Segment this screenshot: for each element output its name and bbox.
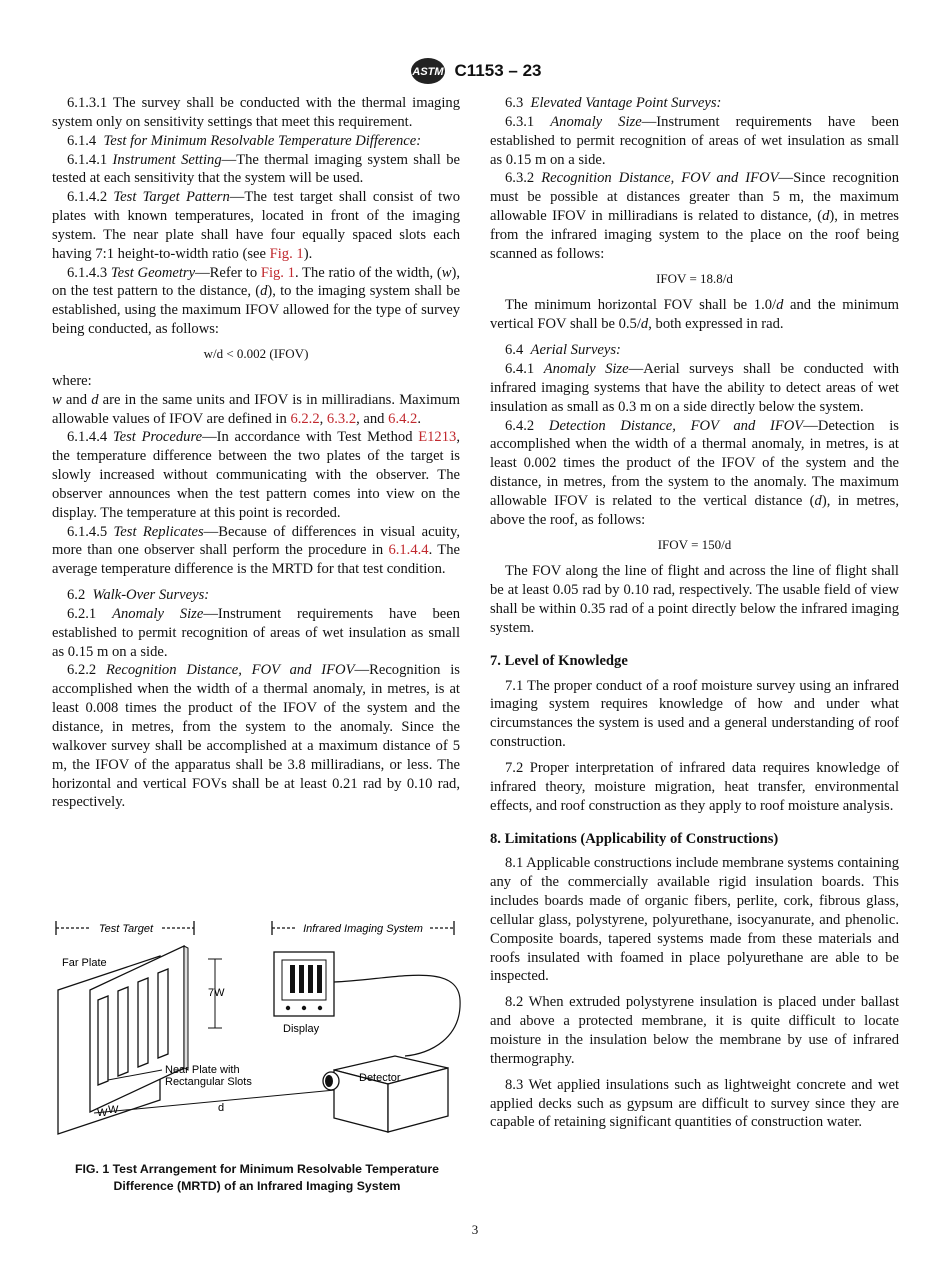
para-6-3-1: 6.3.1 Anomaly Size—Instrument requirements have been established to permit recognition of areas of wet insulation as small as 0.15 m on a side. [490, 113, 899, 168]
left-column [52, 94, 460, 812]
page-number: 3 [471, 1222, 479, 1237]
para-8-3: 8.3 Wet applied insulations such as lightweight concrete and wet applied decks such as gypsum are difficult to survey since they are capable of retaining significant quantities of construction water. [490, 1076, 899, 1131]
para-8-1: 8.1 Applicable constructions include membrane systems containing any of the commercially available rigid insulation boards. This includes boards made of organic fibers, perlite, cork, fibrous glass, cellular glass, polystyrene, polyurethane, isocyanurate, and phenolic. Composite boards, tapered systems made from these materials and roofs insulated with foamed in place polyurethane are able to be inspected. [490, 855, 899, 985]
detector-label: Detector [359, 1072, 401, 1084]
fig-1-link[interactable]: Fig. 1 [269, 245, 304, 262]
heading-6-3: 6.3 Elevated Vantage Point Surveys: [505, 95, 722, 111]
slot [138, 978, 148, 1067]
where-label: where: [52, 372, 92, 389]
para-fov-aerial: The FOV along the line of flight and across the line of flight shall be at least 0.05 rad by 0.10 rad, respectively. The usable field of view shall be within 0.35 rad of a point directly below the infrared imaging system. [490, 563, 899, 636]
para-6-1-4-2: 6.1.4.2 Test Target Pattern—The test target shall consist of two plates with known temperatures, located in front of the imaging system. The near plate shall have four equally spaced slots each having 7:1 height-to-width ratio (see Fig. 1). [52, 189, 460, 262]
para-7-2: 7.2 Proper interpretation of infrared data requires knowledge of infrared theory, moisture migration, heat transfer, environmental effects, and roof construction as they apply to roof moisture analysis. [490, 760, 899, 814]
para-6-2-1: 6.2.1 Anomaly Size—Instrument requirements have been established to permit recognition of areas of wet insulation as small as 0.15 m on a side. [52, 605, 460, 660]
e1213-link[interactable]: E1213 [418, 429, 457, 446]
ref-6-2-2-link[interactable]: 6.2.2 [290, 410, 320, 427]
svg-text:ASTM: ASTM [411, 66, 444, 78]
para-7-1: 7.1 The proper conduct of a roof moisture survey using an infrared imaging system requires knowledge of how and under what circumstances the system is used and a general understanding of roof construction. [490, 677, 899, 751]
para-6-1-3-1: 6.1.3.1 The survey shall be conducted with the thermal imaging system only on sensitivity settings that meet this requirement. [52, 95, 460, 130]
fig-1-link[interactable]: Fig. 1 [260, 264, 295, 281]
ref-6-1-4-4-link[interactable]: 6.1.4.4 [388, 542, 429, 559]
w-label-2: W [108, 1104, 119, 1116]
near-plate-label-2: Rectangular Slots [165, 1076, 252, 1088]
seven-w-label: 7W [208, 987, 225, 999]
para-6-4-1: 6.4.1 Anomaly Size—Aerial surveys shall be conducted with infrared imaging systems that have the ability to detect areas of wet insulation as small as 0.3 m on a side directly below the system. [490, 360, 899, 415]
slot [98, 996, 108, 1085]
w-label-1: W [97, 1107, 108, 1119]
heading-6-1-4: 6.1.4 Test for Minimum Resolvable Temperature Difference: [67, 132, 422, 149]
cable [334, 975, 460, 1056]
slot [118, 987, 128, 1076]
ref-6-4-2-link[interactable]: 6.4.2 [388, 410, 418, 427]
near-plate-edge [184, 946, 188, 1070]
para-6-2-2: 6.2.2 Recognition Distance, FOV and IFOV—Recognition is accomplished when the width of a thermal anomaly, in metres, is at least 0.008 times the product of the IFOV of the system and the distance, in metres, from the system to the anomaly. Since the walkover survey shall be accomplished at a maximum distance of 5 m, the IFOV of the apparatus shall be 3.8 milliradians, or less. The horizontal and vertical FOVs shall be at least 0.21 rad by 0.10 rad, respectively. [52, 662, 460, 811]
para-6-1-4-3: 6.1.4.3 Test Geometry—Refer to Fig. 1. The ratio of the width, (w), on the test pattern to the distance, (d), to the imaging system shall be established, using the maximum IFOV allowed for the type of survey being conducted, as follows: [52, 264, 460, 338]
ref-6-3-2-link[interactable]: 6.3.2 [326, 410, 357, 427]
equation-ifov-aerial: IFOV = 150/d [657, 536, 732, 552]
page-header [0, 56, 950, 86]
figure-1-diagram [50, 910, 470, 1152]
section-7-heading: 7. Level of Knowledge [490, 652, 628, 669]
far-plate-label: Far Plate [62, 957, 107, 969]
d-label: d [218, 1102, 225, 1114]
para-6-1-4-5: 6.1.4.5 Test Replicates—Because of differences in visual acuity, more than one observer shall perform the procedure in 6.1.4.4. The average temperature difference is the MRTD for that test condition. [52, 523, 460, 578]
where-definition: w and d are in the same units and IFOV is in milliradians. Maximum allowable values of IFOV are defined in 6.2.2, 6.3.2, and 6.4.2. [52, 391, 461, 427]
astm-logo [409, 56, 447, 86]
para-6-4-2: 6.4.2 Detection Distance, FOV and IFOV—Detection is accomplished when the width of a thermal anomaly, in metres, is at least 0.002 times the product of the IFOV of the system and the distance, in metres, from the system to the anomaly. The maximum allowable IFOV is related to the vertical distance (d), in metres, above the roof, as follows: [490, 417, 899, 528]
para-6-1-4-1: 6.1.4.1 Instrument Setting—The thermal imaging system shall be tested at each sensitivity that the system will be used. [52, 151, 460, 187]
infrared-system-label: Infrared Imaging System [303, 923, 423, 935]
equation-ifov-elevated: IFOV = 18.8/d [656, 270, 733, 286]
slot [158, 969, 168, 1058]
heading-6-2: 6.2 Walk-Over Surveys: [67, 587, 210, 604]
section-8-heading: 8. Limitations (Applicability of Constructions) [490, 830, 779, 847]
standard-number: C1153 – 23 [454, 61, 542, 80]
near-plate-label-1: Near Plate with [165, 1064, 240, 1076]
right-column [490, 94, 899, 1132]
equation-ratio: w/d < 0.002 (IFOV) [203, 345, 309, 361]
para-8-2: 8.2 When extruded polystyrene insulation is placed under ballast and above a protected membrane, it is quite difficult to locate moisture in the insulation below the membrane by use of infrared thermography. [490, 994, 899, 1067]
test-target-label: Test Target [98, 923, 154, 935]
para-6-3-2: 6.3.2 Recognition Distance, FOV and IFOV—Since recognition must be possible at distances greater than 5 m, the maximum allowable IFOV in milliradians is related to distance, (d), in metres from the infrared imaging system to the place on the roof being scanned as follows: [490, 170, 899, 262]
heading-6-4: 6.4 Aerial Surveys: [505, 342, 621, 359]
figure-1-caption: FIG. 1 Test Arrangement for Minimum Resolvable Temperature Difference (MRTD) of an Infrared Imaging System [75, 1162, 439, 1193]
para-6-1-4-4: 6.1.4.4 Test Procedure—In accordance with Test Method E1213, the temperature difference between the two plates of the target is slowly increased without communicating with the observer. The observer announces when the test pattern comes into view on the display. The temperature at this point is recorded. [52, 429, 460, 521]
para-fov-elevated: The minimum horizontal FOV shall be 1.0/d and the minimum vertical FOV shall be 0.5/d, both expressed in rad. [490, 297, 899, 333]
display-label: Display [283, 1023, 320, 1035]
